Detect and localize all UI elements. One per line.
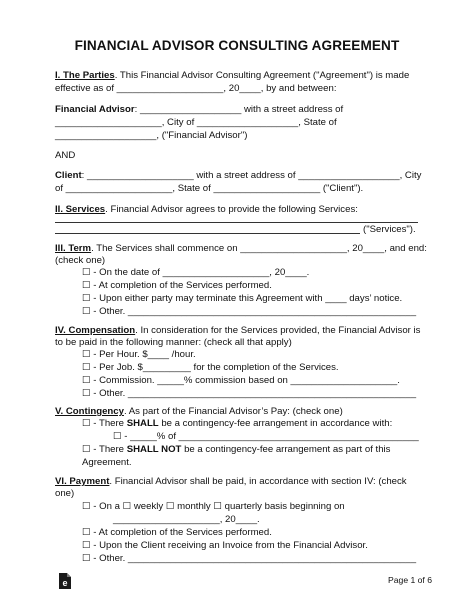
contingency-shall-not-bold: SHALL NOT [126,444,182,455]
contingency-shall-bold: SHALL [126,418,159,429]
payment-option-invoice[interactable]: ☐ - Upon the Client receiving an Invoice from the Financial Advisor. [82,540,368,551]
payment-line-2: one) [55,488,75,499]
compensation-heading: IV. Compensation [55,325,136,336]
client-line-1 [55,170,421,182]
page-number: Page 1 of 6 [388,575,432,585]
services-blank-line-2 [55,233,360,234]
contingency-line-1 [55,406,343,418]
advisor-line-1 [55,104,343,116]
advisor-line-3: ___________________, ("Financial Advisor") [55,130,248,141]
advisor-text-1: : ___________________ with a street address of [134,104,344,115]
contingency-text-1: . As part of the Financial Advisor’s Pay: (check one) [123,406,343,417]
term-text-1: . The Services shall commence on ____________________, 20____, and end: [91,243,427,254]
compensation-line-2: to be paid in the following manner: (check all that apply) [55,337,292,348]
contingency-shall-post: be a contingency-fee arrangement in accordance with: [158,418,393,429]
services-heading: II. Services [55,204,106,215]
svg-text:e: e [62,578,68,588]
term-line-2: (check one) [55,255,106,266]
contingency-suboption-percent[interactable]: ☐ - _____% of _____________________________________________ [113,431,419,442]
services-tail: ("Services"). [363,224,416,235]
parties-heading: I. The Parties [55,70,115,81]
client-label: Client [55,170,82,181]
contingency-shall-not-cont: Agreement. [82,457,132,468]
payment-option-other[interactable]: ☐ - Other. ______________________________________________________ [82,553,417,564]
services-blank-line [55,222,418,223]
parties-text-1: . This Financial Advisor Consulting Agreement ("Agreement") is made [114,70,410,81]
contingency-shall-pre: ☐ - There [82,418,127,429]
parties-line-1 [55,70,409,82]
term-option-date[interactable]: ☐ - On the date of ____________________, 20____. [82,267,310,278]
compensation-option-other[interactable]: ☐ - Other. ______________________________________________________ [82,388,417,399]
payment-option-schedule-date: ____________________, 20____. [113,514,260,525]
compensation-option-hour[interactable]: ☐ - Per Hour. $____ /hour. [82,349,196,360]
eforms-logo-icon [58,572,72,590]
services-text-1: . Financial Advisor agrees to provide the following Services: [105,204,358,215]
term-option-completion[interactable]: ☐ - At completion of the Services performed. [82,280,272,291]
advisor-label: Financial Advisor [55,104,135,115]
client-line-2: of ____________________, State of ____________________ ("Client"). [55,183,364,194]
contingency-shall-not-pre: ☐ - There [82,444,127,455]
payment-option-completion[interactable]: ☐ - At completion of the Services performed. [82,527,272,538]
payment-heading: VI. Payment [55,476,110,487]
contingency-option-shall-not[interactable] [82,444,390,456]
compensation-option-job[interactable]: ☐ - Per Job. $_________ for the completion of the Services. [82,362,339,373]
term-option-other[interactable]: ☐ - Other. ______________________________________________________ [82,306,417,317]
and-text: AND [55,150,76,161]
contingency-heading: V. Contingency [55,406,124,417]
advisor-line-2: ____________________, City of ___________________, State of [55,117,337,128]
payment-text-1: . Financial Advisor shall be paid, in accordance with section IV: (check [109,476,407,487]
compensation-text-1: . In consideration for the Services provided, the Financial Advisor is [135,325,421,336]
payment-line-1 [55,476,407,488]
services-line-1 [55,204,358,216]
parties-line-2: effective as of ____________________, 20____, by and between: [55,83,337,94]
term-line-1 [55,243,427,255]
client-text-1: : ____________________ with a street address of ___________________, City [81,170,422,181]
compensation-option-commission[interactable]: ☐ - Commission. _____% commission based on ____________________. [82,375,400,386]
payment-option-schedule[interactable]: ☐ - On a ☐ weekly ☐ monthly ☐ quarterly basis beginning on [82,501,345,512]
term-heading: III. Term [55,243,92,254]
compensation-line-1 [55,325,420,337]
term-option-notice[interactable]: ☐ - Upon either party may terminate this Agreement with ____ days’ notice. [82,293,403,304]
document-title: FINANCIAL ADVISOR CONSULTING AGREEMENT [74,38,400,53]
contingency-shall-not-post: be a contingency-fee arrangement as part of this [181,444,391,455]
contingency-option-shall[interactable] [82,418,392,430]
